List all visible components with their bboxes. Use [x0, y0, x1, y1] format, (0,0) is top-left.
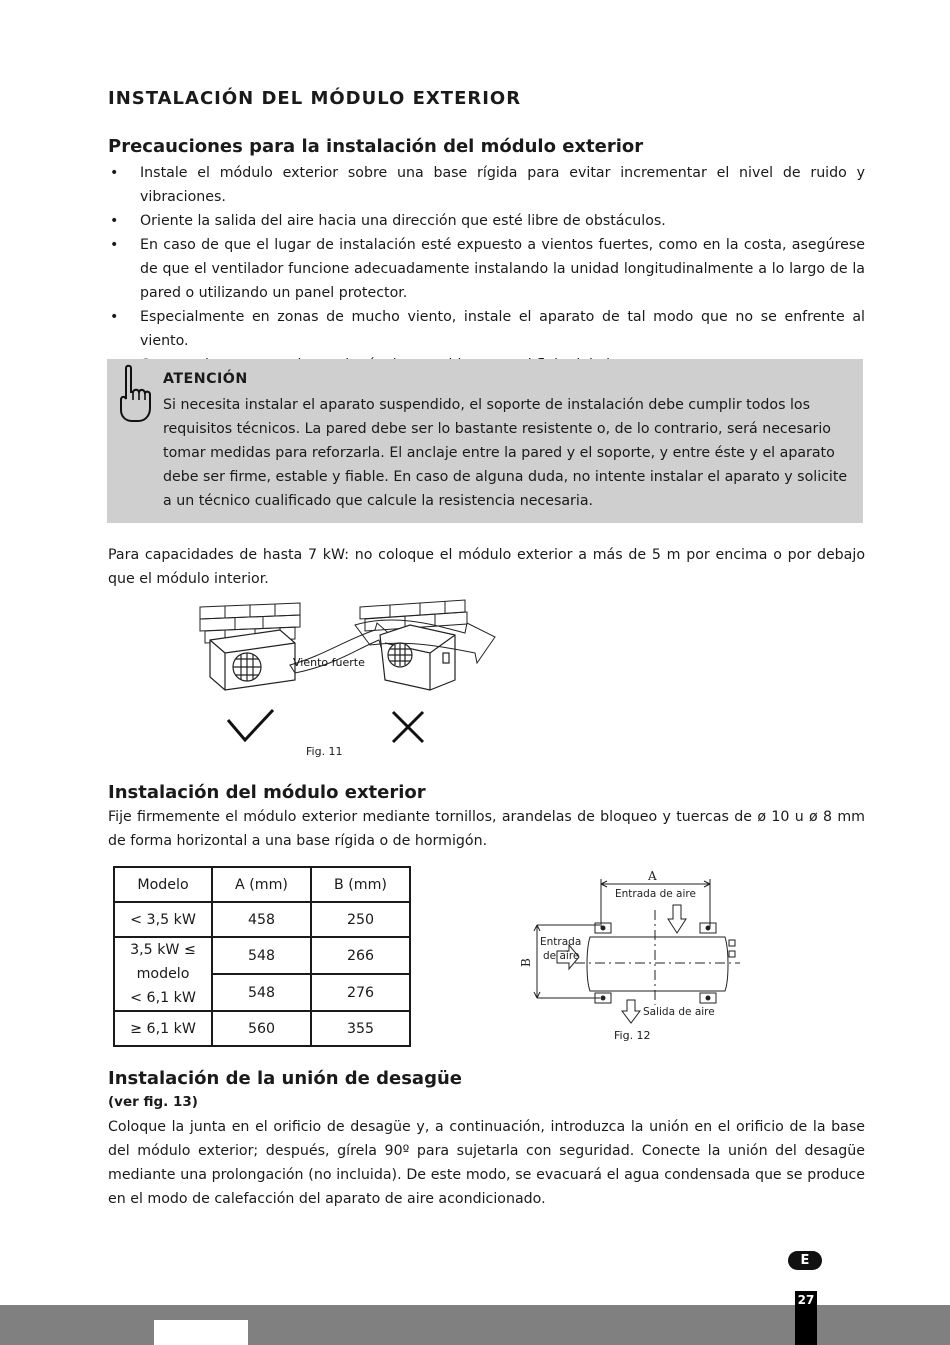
drain-subheading: (ver fig. 13) — [108, 1094, 198, 1110]
precautions-list — [108, 161, 865, 377]
table-cell: 458 — [212, 902, 311, 937]
footer-white-block — [154, 1320, 248, 1345]
table-cell: ≥ 6,1 kW — [114, 1011, 212, 1046]
bullet-icon: • — [110, 237, 119, 253]
page-number: 27 — [795, 1291, 817, 1345]
cross-icon — [393, 712, 423, 742]
table-cell: < 3,5 kW — [114, 902, 212, 937]
fig11-caption: Fig. 11 — [306, 745, 343, 758]
air-in-side-label-1: Entrada — [540, 936, 582, 948]
unit-top-view — [534, 879, 740, 1023]
dimension-b-label: B — [519, 958, 533, 967]
outdoor-unit-correct — [210, 630, 295, 690]
table-header-b: B (mm) — [311, 867, 410, 902]
bullet-icon: • — [110, 165, 119, 181]
air-out-label: Salida de aire — [643, 1006, 715, 1018]
table-header-model: Modelo — [114, 867, 212, 902]
pointing-hand-icon — [112, 364, 154, 426]
list-item: • En caso de que el lugar de instalación esté expuesto a vientos fuertes, como en la costa, asegúrese de que el ventilador funcione adecuadamente instalando la unidad longitudinalmente a lo largo de la pared o utilizando un panel protector. — [108, 233, 865, 305]
table-cell: 266 — [311, 937, 410, 974]
section-heading-installation: Instalación del módulo exterior — [108, 782, 426, 803]
table-header-a: A (mm) — [212, 867, 311, 902]
outdoor-unit-wrong — [380, 625, 455, 690]
page-title: INSTALACIÓN DEL MÓDULO EXTERIOR — [108, 88, 522, 109]
language-badge: E — [788, 1251, 822, 1270]
bullet-icon: • — [110, 213, 119, 229]
table-header-row — [114, 867, 410, 902]
table-cell: 548 — [212, 974, 311, 1011]
list-item: • Instale el módulo exterior sobre una base rígida para evitar incrementar el nivel de ruido y vibraciones. — [108, 161, 865, 209]
table-row — [114, 937, 410, 974]
bullet-icon: • — [110, 309, 119, 325]
table-row — [114, 1011, 410, 1046]
table-cell: 560 — [212, 1011, 311, 1046]
capacity-note: Para capacidades de hasta 7 kW: no coloque el módulo exterior a más de 5 m por encima o por debajo que el módulo interior. — [108, 547, 865, 587]
air-in-arrow-top — [668, 905, 686, 933]
table-row — [114, 902, 410, 937]
warning-text: Si necesita instalar el aparato suspendido, el soporte de instalación debe cumplir todos los requisitos técnicos. La pared debe ser lo bastante resistente o, de lo contrario, será necesario tomar medidas para reforzarla. El anclaje entre la pared y el soporte, y entre éste y el aparato debe ser firme, estable y fiable. En caso de alguna duda, no intente instalar el aparato y solicite a un técnico cualificado que calcule la resistencia necesaria. — [163, 397, 848, 509]
warning-title: ATENCIÓN — [163, 371, 248, 387]
fig12-caption: Fig. 12 — [614, 1029, 651, 1042]
check-icon — [228, 710, 273, 740]
dimensions-table — [113, 866, 411, 1047]
air-in-top-label: Entrada de aire — [615, 888, 696, 900]
fig12-diagram — [515, 865, 750, 1025]
wind-label: Viento fuerte — [293, 656, 365, 669]
installation-text: Fije firmemente el módulo exterior mediante tornillos, arandelas de bloqueo y tuercas de ø 10 u ø 8 mm de forma horizontal a una base rígida o de hormigón. — [108, 809, 865, 849]
list-item: • Oriente la salida del aire hacia una dirección que esté libre de obstáculos. — [108, 209, 865, 233]
table-cell-model-range: 3,5 kW ≤ modelo < 6,1 kW — [114, 937, 212, 1011]
list-item: • Especialmente en zonas de mucho viento, instale el aparato de tal modo que no se enfrente al viento. — [108, 305, 865, 353]
fig11-illustration — [195, 595, 505, 755]
table-cell: 355 — [311, 1011, 410, 1046]
section-heading-drain: Instalación de la unión de desagüe — [108, 1068, 462, 1089]
drain-text: Coloque la junta en el orificio de desagüe y, a continuación, introduzca la unión en el orificio de la base del módulo exterior; después, gírela 90º para sujetarla con seguridad. Conecte la unión del desagüe mediante una prolongación (no incluida). De este modo, se evacuará el agua condensada que se produce en el modo de calefacción del aparato de aire acondicionado. — [108, 1119, 865, 1207]
dimension-a-label: A — [648, 869, 657, 883]
warning-box — [107, 359, 863, 523]
table-cell: 276 — [311, 974, 410, 1011]
air-in-side-label-2: de aire — [543, 950, 580, 962]
air-out-arrow — [622, 1000, 640, 1023]
section-heading-precautions: Precauciones para la instalación del módulo exterior — [108, 136, 644, 157]
table-cell: 548 — [212, 937, 311, 974]
table-cell: 250 — [311, 902, 410, 937]
